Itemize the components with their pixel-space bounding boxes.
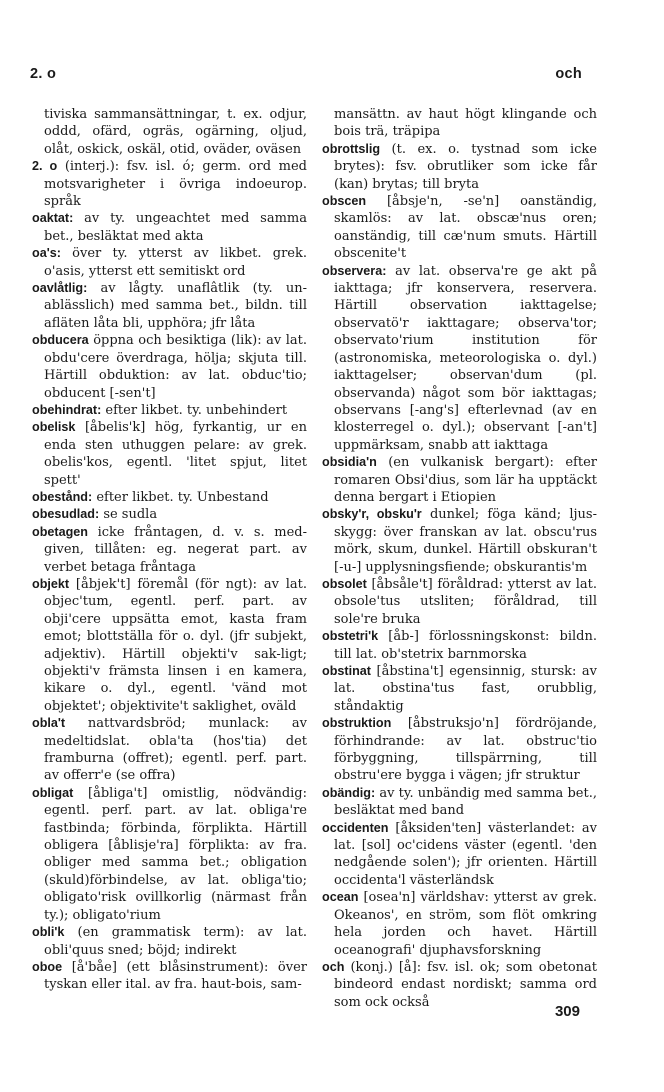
entry-text: (t. ex. o. tystnad som icke brytes): fsv. obrutliker som icke får (kan) brytas; till bryta (334, 141, 597, 192)
entry-headword: occidenten (322, 820, 389, 835)
entry-headword: obsolet (322, 576, 367, 591)
dictionary-entry (32, 715, 307, 785)
right-column (322, 106, 597, 1011)
entry-text: av lat. observa're ge akt på iakttaga; jfr konservera, reservera. Härtill observation iakttagelse; observatö'r iakttagare; observa'tor; observato'rium institution för (astronomiska, meteorologiska o. dyl.) iakttagelser; observan'dum (pl. observanda) något som bör iakttagas; observans [-ang's] efterlevnad (av en klosterregel o. dyl.); observant [-an't] uppmärksam, snabb att iakttaga (334, 263, 597, 453)
entry-headword: oaktat: (32, 211, 74, 226)
entry-text: (konj.) [å]: fsv. isl. ok; som obetonat bindeord endast nordiskt; samma ord som ock också (334, 959, 597, 1010)
entry-headword: oavlåtlig: (32, 281, 88, 296)
entry-text: öppna och besiktiga (lik): av lat. obdu'cere överdraga, hölja; skjuta till. Härtill obduktion: av lat. obduc'tio; obducent [-sen't] (44, 333, 307, 401)
entry-headword: observera: (322, 263, 387, 278)
dictionary-entry (32, 106, 307, 158)
entry-text: tiviska sammansättningar, t. ex. odjur, oddd, ofärd, ogräs, ogärning, oljud, olåt, oskick, oskäl, otid, oväder, oväsen (44, 107, 307, 157)
entry-text: [åbliga't] omistlig, nödvändig: egentl. perf. part. av lat. obliga're fastbinda; förbinda, förplikta. Härtill obligera [åblisje'ra] förplikta: av fra. obliger med samma bet.; obligation (skuld)förbindelse, av lat. obliga'tio; obligato'risk ovillkorlig (närmast från ty.); obligato'rium (44, 785, 308, 923)
dictionary-entry (322, 263, 597, 454)
dictionary-entry (322, 663, 597, 715)
dictionary-entry (32, 924, 307, 959)
entry-headword: 2. o (32, 159, 58, 174)
dictionary-entry (32, 959, 307, 994)
entry-text: [åb-] förlossningskonst: bildn. till lat. ob'stetrix barnmorska (334, 629, 597, 662)
dictionary-entry (32, 332, 307, 402)
entry-headword: obelisk (32, 420, 76, 435)
entry-text: [åksiden'ten] västerlandet: av lat. [sol] oc'cidens väster (egentl. 'den nedgående solen'); jfr orienten. Härtill occidenta'l västerländsk (334, 820, 597, 888)
entry-headword: obstetri'k (322, 629, 379, 644)
entry-headword: obla't (32, 716, 66, 731)
entry-headword: ocean (322, 890, 359, 905)
entry-text: (en grammatisk term): av lat. obli'quus sned; böjd; indirekt (44, 925, 307, 958)
entry-text: [å'båe] (ett blåsinstrument): över tyskan eller ital. av fra. haut-bois, sam- (44, 959, 308, 993)
dictionary-entry (32, 576, 307, 715)
left-column (32, 106, 307, 994)
dictionary-entry (32, 280, 307, 332)
entry-text: (interj.): fsv. isl. ó; germ. ord med motsvarigheter i övriga indoeurop. språk (44, 159, 307, 210)
dictionary-entry (32, 402, 307, 419)
entry-text: [åbelis'k] hög, fyrkantig, ur en enda sten uthuggen pelare: av grek. obelis'kos, egentl. 'litet spjut, litet spett' (44, 420, 307, 488)
entry-headword: obducera (32, 333, 89, 348)
entry-headword: obetagen (32, 524, 88, 539)
entry-text: nattvardsbröd; munlack: av medeltidslat. obla'ta (hos'tia) det framburna (offret); egentl. perf. part. av offerr'e (se offra) (44, 716, 307, 784)
entry-text: [åbsåle't] föråldrad: ytterst av lat. obsole'tus utsliten; föråldrad, till sole're bruka (334, 576, 597, 627)
entry-headword: obrottslig (322, 141, 381, 156)
dictionary-entry (32, 210, 307, 245)
entry-text: se sudla (103, 507, 158, 523)
entry-text: [åbjek't] föremål (för ngt): av lat. objec'tum, egentl. perf. part. av obji'cere uppsätta emot, kasta fram emot; blottställa för o. dyl. (jfr subjekt, adjektiv). Härtill objekti'v sak-ligt; objekti'v främsta linsen i en kamera, kikare o. dyl., egentl. 'vänd mot objektet'; objektivite't saklighet, oväld (44, 576, 307, 714)
dictionary-entry (322, 193, 597, 263)
dictionary-entry (322, 820, 597, 890)
entry-text: (en vulkanisk bergart): efter romaren Obsi'dius, som lär ha upptäckt denna bergart i Etiopien (334, 455, 597, 505)
entry-headword: obesudlad: (32, 507, 100, 522)
entry-headword: oboe (32, 959, 63, 974)
entry-text: [åbstruksjo'n] fördröjande, förhindrande: av lat. obstruc'tio förbyggning, tillspärrning, till obstru'ere bygga i vägen; jfr struktur (334, 716, 597, 784)
entry-text: [osea'n] världshav: ytterst av grek. Okeanos', en ström, som flöt omkring hela jorden och havet. Härtill oceanografi' djuphavsforskning (334, 890, 597, 958)
entry-text: [åbsje'n, -se'n] oanständig, skamlös: av lat. obscæ'nus oren; oanständig, till cæ'num smuts. Härtill obscenite't (334, 194, 597, 262)
entry-headword: obsidia'n (322, 455, 377, 470)
dictionary-entry (32, 245, 307, 280)
dictionary-entry (322, 628, 597, 663)
dictionary-entry (322, 576, 597, 628)
dictionary-entry (32, 158, 307, 210)
dictionary-entry (322, 785, 597, 820)
entry-text: [åbstina't] egensinnig, stursk: av lat. obstina'tus fast, orubblig, ståndaktig (334, 664, 597, 714)
entry-headword: oa's: (32, 246, 61, 261)
dictionary-entry (32, 506, 307, 523)
dictionary-entry (322, 141, 597, 193)
entry-text: dunkel; föga känd; ljus-skygg: över franskan av lat. obscu'rus mörk, skum, dunkel. Härtill obskuran't [-u-] upplysningsfiende; obskurantis'm (334, 507, 597, 575)
entry-text: efter likbet. ty. Unbestand (96, 489, 269, 505)
entry-text: av ty. unbändig med samma bet., besläktat med band (334, 785, 597, 819)
entry-headword: och (322, 959, 345, 974)
entry-headword: objekt (32, 576, 70, 591)
entry-text: av ty. ungeachtet med samma bet., besläktat med akta (44, 211, 308, 244)
entry-headword: obli'k (32, 925, 65, 940)
entry-headword: obändig: (322, 785, 376, 800)
entry-headword: obestånd: (32, 489, 93, 504)
entry-text: över ty. ytterst av likbet. grek. o'asis, ytterst ett semitiskt ord (44, 246, 307, 279)
running-head-right: och (555, 66, 582, 82)
entry-headword: obstinat (322, 664, 371, 678)
dictionary-entry (322, 506, 597, 576)
entry-headword: obsky'r, obsku'r (322, 507, 422, 522)
entry-headword: obehindrat: (32, 402, 102, 417)
dictionary-entry (32, 489, 307, 506)
running-head-left: 2. o (30, 66, 57, 82)
dictionary-entry (322, 454, 597, 506)
entry-text: mansättn. av haut högt klingande och bois trä, träpipa (334, 107, 597, 140)
entry-headword: obscen (322, 194, 367, 209)
dictionary-entry (32, 524, 307, 576)
entry-text: icke fråntagen, d. v. s. med-given, tillåten: eg. negerat part. av verbet betaga fråntaga (44, 524, 307, 575)
dictionary-entry (322, 889, 597, 959)
entry-headword: obstruktion (322, 716, 392, 731)
dictionary-entry (322, 106, 597, 141)
entry-text: av lågty. unaflâtlik (ty. un-ablässlich) med samma bet., bildn. till afläten låta bli, upphöra; jfr låta (44, 281, 307, 331)
entry-text: efter likbet. ty. unbehindert (105, 402, 288, 418)
entry-headword: obligat (32, 785, 74, 800)
dictionary-entry (322, 715, 597, 785)
page-number: 309 (554, 1003, 580, 1020)
dictionary-entry (32, 419, 307, 489)
dictionary-entry (32, 785, 307, 924)
